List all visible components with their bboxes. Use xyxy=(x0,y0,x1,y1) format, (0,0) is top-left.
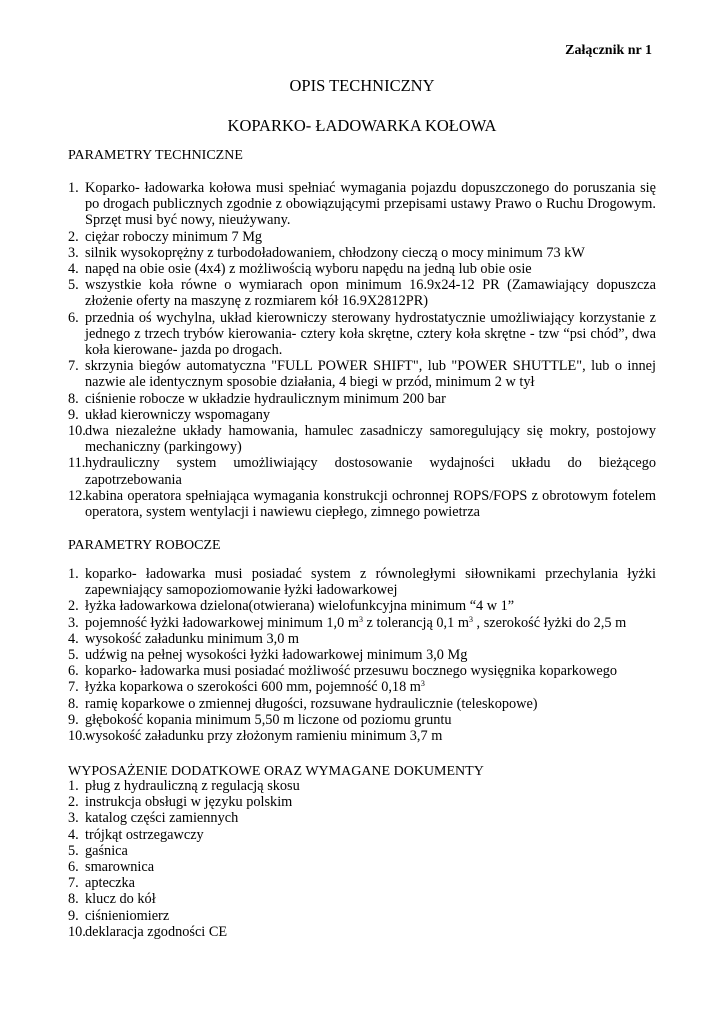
list-item-number: 7. xyxy=(68,358,79,375)
list-item-number: 1. xyxy=(68,778,79,794)
list-item-text: udźwig na pełnej wysokości łyżki ładowarkowej minimum 3,0 Mg xyxy=(85,647,468,664)
list-item xyxy=(68,358,656,390)
list-item-number: 9. xyxy=(68,907,79,924)
list-item-text: instrukcja obsługi w języku polskim xyxy=(85,794,293,811)
list-item xyxy=(68,810,656,826)
list-item-number: 5. xyxy=(68,277,79,294)
list-item-number: 10. xyxy=(68,923,86,940)
list-item xyxy=(68,924,656,940)
list-item-text: przednia oś wychylna, układ kierowniczy sterowany hydrostatycznie umożliwiający korzystanie z jednego z trzech trybów kierowania- cztery koła skrętne, cztery koła skrętne - tzw “psi chód”, dwa koła kierowane- jazda po drogach. xyxy=(85,309,656,359)
superscript: 3 xyxy=(358,614,363,624)
list-item-text xyxy=(85,679,656,695)
list-item xyxy=(68,827,656,843)
working-parameters-list xyxy=(68,566,656,744)
annex-label: Załącznik nr 1 xyxy=(565,43,652,58)
list-item xyxy=(68,631,656,647)
text-part: pojemność łyżki ładowarkowej minimum 1,0 m xyxy=(85,614,359,631)
list-item-number: 3. xyxy=(68,244,79,261)
list-item-number: 12. xyxy=(68,487,86,504)
list-item-text: klucz do kół xyxy=(85,891,156,908)
section-heading-working: PARAMETRY ROBOCZE xyxy=(68,538,221,553)
list-item xyxy=(68,679,656,695)
list-item-text: katalog części zamiennych xyxy=(85,810,239,827)
list-item-number: 1. xyxy=(68,180,79,196)
list-item-text: wszystkie koła równe o wymiarach opon minimum 16.9x24-12 PR (Zamawiający dopuszcza złożenie oferty na maszynę z rozmiarem kół 16.9X2812PR) xyxy=(85,277,656,310)
list-item xyxy=(68,455,656,487)
list-item-text: pług z hydrauliczną z regulacją skosu xyxy=(85,778,300,794)
list-item-number: 6. xyxy=(68,859,79,876)
list-item xyxy=(68,663,656,679)
list-item-number: 4. xyxy=(68,630,79,647)
text-part: łyżka koparkowa o szerokości 600 mm, pojemność 0,18 m xyxy=(85,679,421,696)
list-item-number: 9. xyxy=(68,711,79,728)
list-item-number: 8. xyxy=(68,695,79,712)
list-item-number: 1. xyxy=(68,566,79,582)
list-item-text: ciśnieniomierz xyxy=(85,907,170,924)
list-item xyxy=(68,712,656,728)
list-item-text: skrzynia biegów automatyczna "FULL POWER SHIFT", lub "POWER SHUTTLE", lub o innej nazwie ale identycznym sposobie działania, 4 biegi w przód, minimum 2 w tył xyxy=(85,358,656,391)
list-item-number: 5. xyxy=(68,842,79,859)
list-item-number: 7. xyxy=(68,875,79,892)
list-item xyxy=(68,423,656,455)
list-item xyxy=(68,277,656,309)
list-item xyxy=(68,566,656,598)
list-item-text: napęd na obie osie (4x4) z możliwością wyboru napędu na jedną lub obie osie xyxy=(85,261,532,278)
list-item-number: 2. xyxy=(68,228,79,245)
list-item-text: silnik wysokoprężny z turbodoładowaniem, chłodzony cieczą o mocy minimum 73 kW xyxy=(85,244,585,261)
list-item xyxy=(68,229,656,245)
list-item xyxy=(68,488,656,520)
list-item-text: trójkąt ostrzegawczy xyxy=(85,826,204,843)
list-item xyxy=(68,598,656,614)
section-heading-equipment: WYPOSAŻENIE DODATKOWE ORAZ WYMAGANE DOKUMENTY xyxy=(68,764,484,779)
list-item-number: 8. xyxy=(68,891,79,908)
list-item-text: układ kierowniczy wspomagany xyxy=(85,406,271,423)
list-item xyxy=(68,875,656,891)
list-item-number: 9. xyxy=(68,406,79,423)
list-item-number: 2. xyxy=(68,794,79,811)
section-heading-technical: PARAMETRY TECHNICZNE xyxy=(68,148,243,163)
list-item xyxy=(68,407,656,423)
list-item-text: wysokość załadunku minimum 3,0 m xyxy=(85,630,300,647)
list-item-text: deklaracja zgodności CE xyxy=(85,923,228,940)
list-item-text: głębokość kopania minimum 5,50 m liczone od poziomu gruntu xyxy=(85,711,452,728)
list-item-number: 4. xyxy=(68,826,79,843)
list-item-text: hydrauliczny system umożliwiający dostosowanie wydajności układu do bieżącego zapotrzebowania xyxy=(85,455,656,488)
list-item xyxy=(68,891,656,907)
list-item-number: 7. xyxy=(68,679,79,696)
list-item xyxy=(68,245,656,261)
list-item-text xyxy=(85,615,656,631)
list-item-text: ciężar roboczy minimum 7 Mg xyxy=(85,228,263,245)
superscript: 3 xyxy=(420,679,425,689)
list-item-number: 8. xyxy=(68,390,79,407)
technical-parameters-list xyxy=(68,180,656,520)
list-item-number: 6. xyxy=(68,663,79,680)
superscript: 3 xyxy=(468,614,473,624)
list-item-text: kabina operatora spełniająca wymagania konstrukcji ochronnej ROPS/FOPS z obrotowym fotelem operatora, system wentylacji i nawiewu ciepłego, zimnego powietrza xyxy=(85,487,656,521)
text-part: , szerokość łyżki do 2,5 m xyxy=(472,614,627,631)
list-item xyxy=(68,180,656,229)
list-item-number: 3. xyxy=(68,810,79,827)
text-part: z tolerancją 0,1 m xyxy=(362,614,469,631)
list-item xyxy=(68,615,656,631)
list-item-text: koparko- ładowarka musi posiadać system z równoległymi siłownikami przechylania łyżki zapewniający samopoziomowanie łyżki ładowarkowej xyxy=(85,566,656,599)
list-item-number: 10. xyxy=(68,423,86,440)
list-item-number: 11. xyxy=(68,455,86,472)
list-item xyxy=(68,859,656,875)
list-item-text: ciśnienie robocze w układzie hydraulicznym minimum 200 bar xyxy=(85,390,446,407)
list-item-text: dwa niezależne układy hamowania, hamulec zasadniczy samoregulujący się mokry, postojowy mechaniczny (parkingowy) xyxy=(85,423,656,456)
list-item xyxy=(68,908,656,924)
list-item-number: 6. xyxy=(68,309,79,326)
list-item xyxy=(68,696,656,712)
equipment-list xyxy=(68,778,656,940)
list-item-text: ramię koparkowe o zmiennej długości, rozsuwane hydraulicznie (teleskopowe) xyxy=(85,695,538,712)
list-item-text: gaśnica xyxy=(85,842,128,859)
list-item-number: 5. xyxy=(68,647,79,664)
list-item xyxy=(68,728,656,744)
list-item-number: 4. xyxy=(68,261,79,278)
list-item xyxy=(68,391,656,407)
list-item xyxy=(68,261,656,277)
list-item-text: smarownica xyxy=(85,859,155,876)
document-title: OPIS TECHNICZNY xyxy=(289,76,435,95)
document-subtitle: KOPARKO- ŁADOWARKA KOŁOWA xyxy=(227,116,497,135)
list-item-number: 2. xyxy=(68,598,79,615)
list-item-text: Koparko- ładowarka kołowa musi spełniać wymagania pojazdu dopuszczonego do poruszania się po drogach publicznych zgodnie z obowiązującymi przepisami ustawy Prawo o Ruchu Drogowym. Sprzęt musi być nowy, nieużywany. xyxy=(85,180,656,229)
list-item-text: koparko- ładowarka musi posiadać możliwość przesuwu bocznego wysięgnika koparkowego xyxy=(85,663,618,680)
list-item xyxy=(68,647,656,663)
list-item-text: wysokość załadunku przy złożonym ramieniu minimum 3,7 m xyxy=(85,728,443,745)
list-item xyxy=(68,310,656,359)
list-item-text: łyżka ładowarkowa dzielona(otwierana) wielofunkcyjna minimum “4 w 1” xyxy=(85,598,515,615)
list-item-number: 3. xyxy=(68,614,79,631)
list-item-number: 10. xyxy=(68,728,86,745)
list-item xyxy=(68,843,656,859)
list-item-text: apteczka xyxy=(85,875,135,892)
list-item xyxy=(68,778,656,794)
list-item xyxy=(68,794,656,810)
